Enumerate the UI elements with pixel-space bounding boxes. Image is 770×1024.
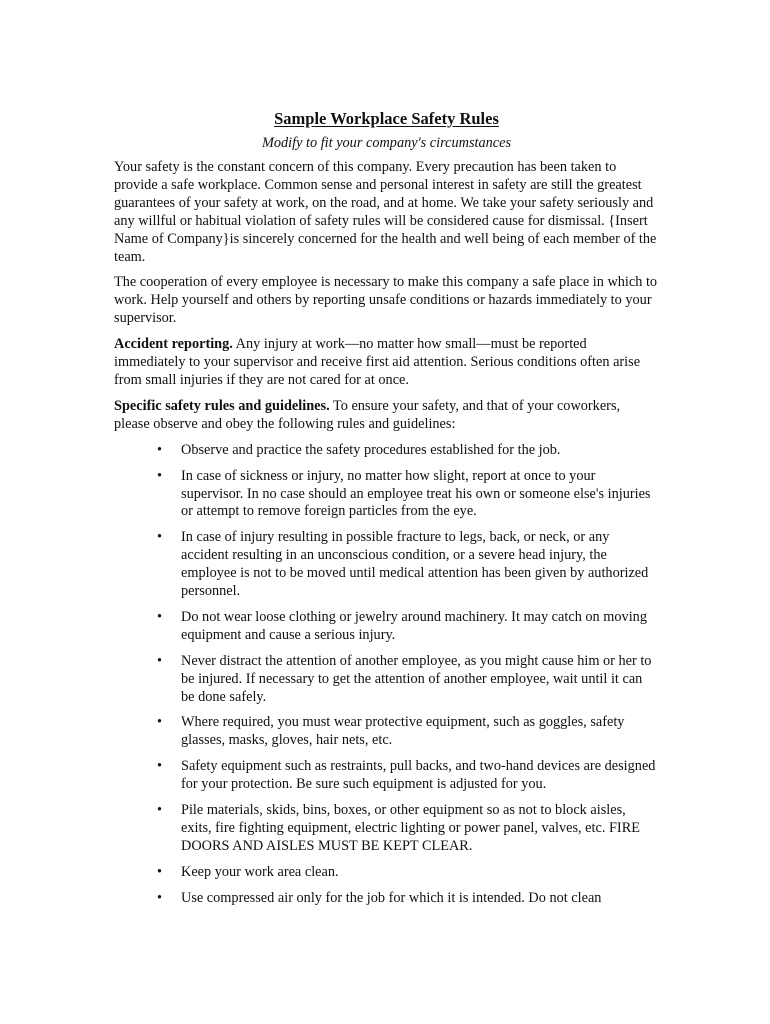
safety-rules-list — [114, 442, 659, 908]
list-item — [114, 802, 659, 856]
rule-text: Keep your work area clean. — [181, 863, 339, 880]
bullet-icon: • — [157, 758, 163, 775]
rule-text: Use compressed air only for the job for which it is intended. Do not clean — [181, 889, 602, 906]
bullet-icon: • — [157, 608, 163, 625]
rule-text: Pile materials, skids, bins, boxes, or other equipment so as not to block aisles, exits, fire fighting equipment, electric lighting or power panel, valves, etc. FIRE DOORS AND AISLES MUST BE KEPT CLEAR. — [181, 802, 640, 854]
list-item — [114, 529, 659, 601]
specific-rules-text: To ensure your safety, and that of your coworkers, please observe and obey the following rules and guidelines: — [114, 397, 621, 432]
list-item — [114, 653, 659, 707]
rule-text: Never distract the attention of another employee, as you might cause him or her to be injured. If necessary to get the attention of another employee, wait until it can be done safely. — [181, 652, 652, 705]
bullet-icon: • — [157, 889, 163, 906]
bullet-icon: • — [157, 802, 163, 819]
list-item — [114, 468, 659, 522]
accident-reporting-paragraph — [114, 336, 659, 390]
rule-text: Observe and practice the safety procedures established for the job. — [181, 441, 561, 458]
intro-paragraph: Your safety is the constant concern of this company. Every precaution has been taken to provide a safe workplace. Common sense and personal interest in safety are still the greatest guarantees of your safety at work, on the road, and at home. We take your safety seriously and any willful or habitual violation of safety rules will be considered cause for dismissal. {Insert Name of Company}is sincerely concerned for the health and well being of each member of the team. — [114, 159, 657, 265]
bullet-icon: • — [157, 467, 163, 484]
rule-text: In case of injury resulting in possible fracture to legs, back, or neck, or any accident resulting in an unconscious condition, or a severe head injury, the employee is not to be moved until medical attention has been given by authorized personnel. — [181, 529, 649, 600]
list-item — [114, 758, 659, 794]
rule-text: In case of sickness or injury, no matter how slight, report at once to your supervisor. In no case should an employee treat his own or someone else's injuries or attempt to remove foreign particles from the eye. — [181, 467, 651, 520]
document-title: Sample Workplace Safety Rules — [274, 109, 499, 128]
rule-text: Where required, you must wear protective equipment, such as goggles, safety glasses, masks, gloves, hair nets, etc. — [181, 714, 625, 749]
accident-reporting-text: Any injury at work—no matter how small—must be reported immediately to your supervisor and receive first aid attention. Serious conditions often arise from small injuries if they are not cared for at once. — [114, 336, 641, 388]
bullet-icon: • — [157, 529, 163, 546]
document-subtitle: Modify to fit your company's circumstances — [261, 135, 512, 151]
bullet-icon: • — [157, 441, 163, 458]
bullet-icon: • — [157, 714, 163, 731]
list-item — [114, 714, 659, 750]
rule-text: Do not wear loose clothing or jewelry around machinery. It may catch on moving equipment and cause a serious injury. — [181, 608, 647, 643]
rule-text: Safety equipment such as restraints, pull backs, and two-hand devices are designed for your protection. Be sure such equipment is adjusted for you. — [181, 758, 656, 793]
bullet-icon: • — [157, 652, 163, 669]
list-item — [114, 442, 659, 460]
cooperation-paragraph: The cooperation of every employee is necessary to make this company a safe place in which to work. Help yourself and others by reporting unsafe conditions or hazards immediately to your supervisor. — [114, 274, 658, 327]
specific-rules-heading: Specific safety rules and guidelines. — [114, 397, 330, 414]
list-item — [114, 609, 659, 645]
document-body — [114, 109, 659, 916]
list-item — [114, 864, 659, 882]
specific-rules-paragraph — [114, 398, 659, 434]
bullet-icon: • — [157, 863, 163, 880]
accident-reporting-heading: Accident reporting. — [114, 336, 233, 353]
list-item — [114, 890, 659, 908]
